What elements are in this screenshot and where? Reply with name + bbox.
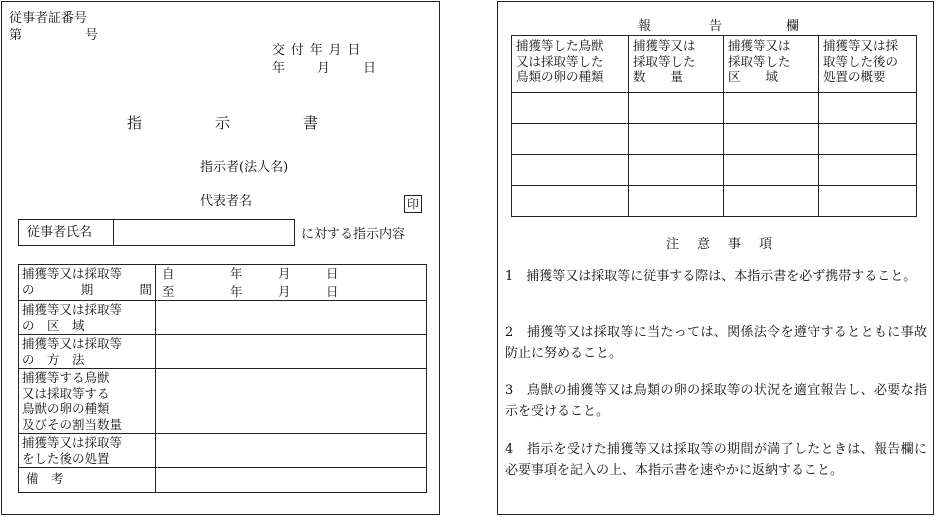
- row-label-line: 及びその割当数量: [22, 416, 123, 432]
- worker-name-label: 従事者氏名: [19, 220, 114, 245]
- period-day: 日: [326, 283, 339, 299]
- table-header-row: [512, 36, 917, 93]
- title-char: 告: [709, 19, 723, 34]
- row-label: [19, 468, 156, 493]
- row-label-line: 捕獲等する鳥獣: [22, 370, 110, 385]
- notes-title-char: 項: [759, 237, 773, 252]
- row-label-line: 捕獲等又は採取等: [22, 435, 123, 450]
- period-cell[interactable]: [156, 265, 427, 301]
- header-line: 又は採取等した: [516, 53, 604, 69]
- disposal-cell[interactable]: [156, 434, 427, 468]
- header-line: 区 域: [728, 69, 779, 84]
- note-item: 3 鳥獣の捕獲等又は鳥類の卵の採取等の状況を適宜報告し、必要な指示を受けること。: [505, 383, 927, 419]
- remarks-cell[interactable]: [156, 468, 427, 493]
- period-day: 日: [326, 266, 339, 281]
- area-cell[interactable]: [156, 301, 427, 335]
- column-header: [724, 36, 819, 93]
- instruction-sheet: [1, 1, 440, 515]
- table-row: [512, 186, 917, 217]
- table-row: [19, 468, 427, 493]
- header-line: 捕獲等又は: [633, 38, 696, 53]
- title-char: 報: [638, 19, 652, 34]
- period-year: 年: [230, 283, 243, 299]
- table-cell[interactable]: [724, 155, 819, 186]
- issuer-label: 指示者(法人名): [200, 160, 289, 175]
- row-label: [19, 335, 156, 369]
- header-line: 捕獲等又は: [728, 38, 791, 53]
- row-label-line: の 区 域: [22, 317, 85, 333]
- header-line: 数 量: [633, 69, 684, 84]
- table-cell[interactable]: [819, 93, 917, 124]
- table-cell[interactable]: [512, 93, 629, 124]
- title-char: 示: [215, 114, 231, 132]
- cert-number-prefix: 第: [9, 28, 23, 43]
- table-row: [19, 265, 427, 301]
- table-cell[interactable]: [724, 124, 819, 155]
- note-item: 4 指示を受けた捕獲等又は採取等の期間が満了したときは、報告欄に必要事項を記入の上、本指示書を速やかに返納すること。: [505, 442, 927, 478]
- method-cell[interactable]: [156, 335, 427, 369]
- row-label-line: 鳥獣の卵の種類: [22, 401, 110, 416]
- period-month: 月: [278, 266, 291, 281]
- header-line: 取等した後の: [823, 53, 899, 69]
- table-cell[interactable]: [629, 186, 724, 217]
- table-cell[interactable]: [724, 186, 819, 217]
- row-label: [19, 301, 156, 335]
- notes-title-char: 意: [697, 237, 711, 252]
- representative-label: 代表者名: [200, 194, 253, 209]
- header-line: 採取等した: [728, 53, 791, 69]
- table-cell[interactable]: [629, 155, 724, 186]
- row-label-line: 捕獲等又は採取等: [22, 336, 123, 351]
- table-row: [512, 155, 917, 186]
- row-label: [19, 369, 156, 434]
- report-table: [511, 35, 917, 217]
- period-to-label: 至: [162, 283, 175, 299]
- row-label-line: 又は採取等する: [22, 385, 110, 401]
- table-cell[interactable]: [629, 93, 724, 124]
- row-label-line: の 期 間: [22, 281, 152, 297]
- table-row: [512, 124, 917, 155]
- table-cell[interactable]: [512, 155, 629, 186]
- table-cell[interactable]: [819, 155, 917, 186]
- row-label-line: 備 考: [26, 471, 64, 486]
- worker-name-field[interactable]: [18, 219, 295, 246]
- header-line: 採取等した: [633, 53, 696, 69]
- title-char: 欄: [786, 19, 800, 34]
- row-label: [19, 265, 156, 301]
- header-line: 処置の概要: [823, 69, 886, 84]
- period-from: [156, 265, 426, 283]
- table-cell[interactable]: [819, 124, 917, 155]
- cert-number-suffix: 号: [85, 28, 99, 43]
- note-item: 2 捕獲等又は採取等に当たっては、関係法令を遵守するとともに事故防止に努めること。: [505, 325, 927, 361]
- issue-date-year: 年: [272, 61, 286, 76]
- notes-title-char: 注: [666, 237, 680, 252]
- row-label-line: をした後の処置: [22, 450, 110, 466]
- column-header: [629, 36, 724, 93]
- issue-date-label: 交付年月日: [272, 43, 367, 58]
- table-cell[interactable]: [819, 186, 917, 217]
- row-label-line: の 方 法: [22, 351, 85, 367]
- table-row: [19, 335, 427, 369]
- period-month: 月: [278, 283, 291, 299]
- instruction-table: [18, 264, 427, 493]
- row-label-line: 捕獲等又は採取等: [22, 302, 123, 317]
- seal-mark: 印: [404, 195, 422, 213]
- period-to: [156, 283, 426, 301]
- table-cell[interactable]: [512, 186, 629, 217]
- cert-number-label: 従事者証番号: [9, 11, 88, 26]
- title-char: 指: [127, 114, 143, 132]
- issue-date-day: 日: [363, 61, 377, 76]
- period-year: 年: [230, 266, 243, 281]
- row-label-line: 捕獲等又は採取等: [22, 266, 123, 281]
- table-cell[interactable]: [512, 124, 629, 155]
- issue-date-month: 月: [317, 61, 331, 76]
- notes-title-char: 事: [728, 237, 742, 252]
- table-cell[interactable]: [724, 93, 819, 124]
- row-label: [19, 434, 156, 468]
- column-header: [819, 36, 917, 93]
- header-line: 捕獲等又は採: [823, 38, 899, 53]
- header-line: 鳥類の卵の種類: [516, 69, 604, 84]
- title-char: 書: [303, 114, 319, 132]
- table-row: [19, 434, 427, 468]
- table-row: [512, 93, 917, 124]
- report-sheet: [497, 1, 934, 515]
- species-quota-cell[interactable]: [156, 369, 427, 434]
- period-from-label: 自: [162, 266, 175, 281]
- note-item: 1 捕獲等又は採取等に従事する際は、本指示書を必ず携帯すること。: [505, 269, 917, 284]
- column-header: [512, 36, 629, 93]
- table-row: [19, 301, 427, 335]
- table-cell[interactable]: [629, 124, 724, 155]
- instruction-suffix: に対する指示内容: [301, 227, 406, 242]
- table-row: [19, 369, 427, 434]
- header-line: 捕獲等した鳥獣: [516, 38, 604, 53]
